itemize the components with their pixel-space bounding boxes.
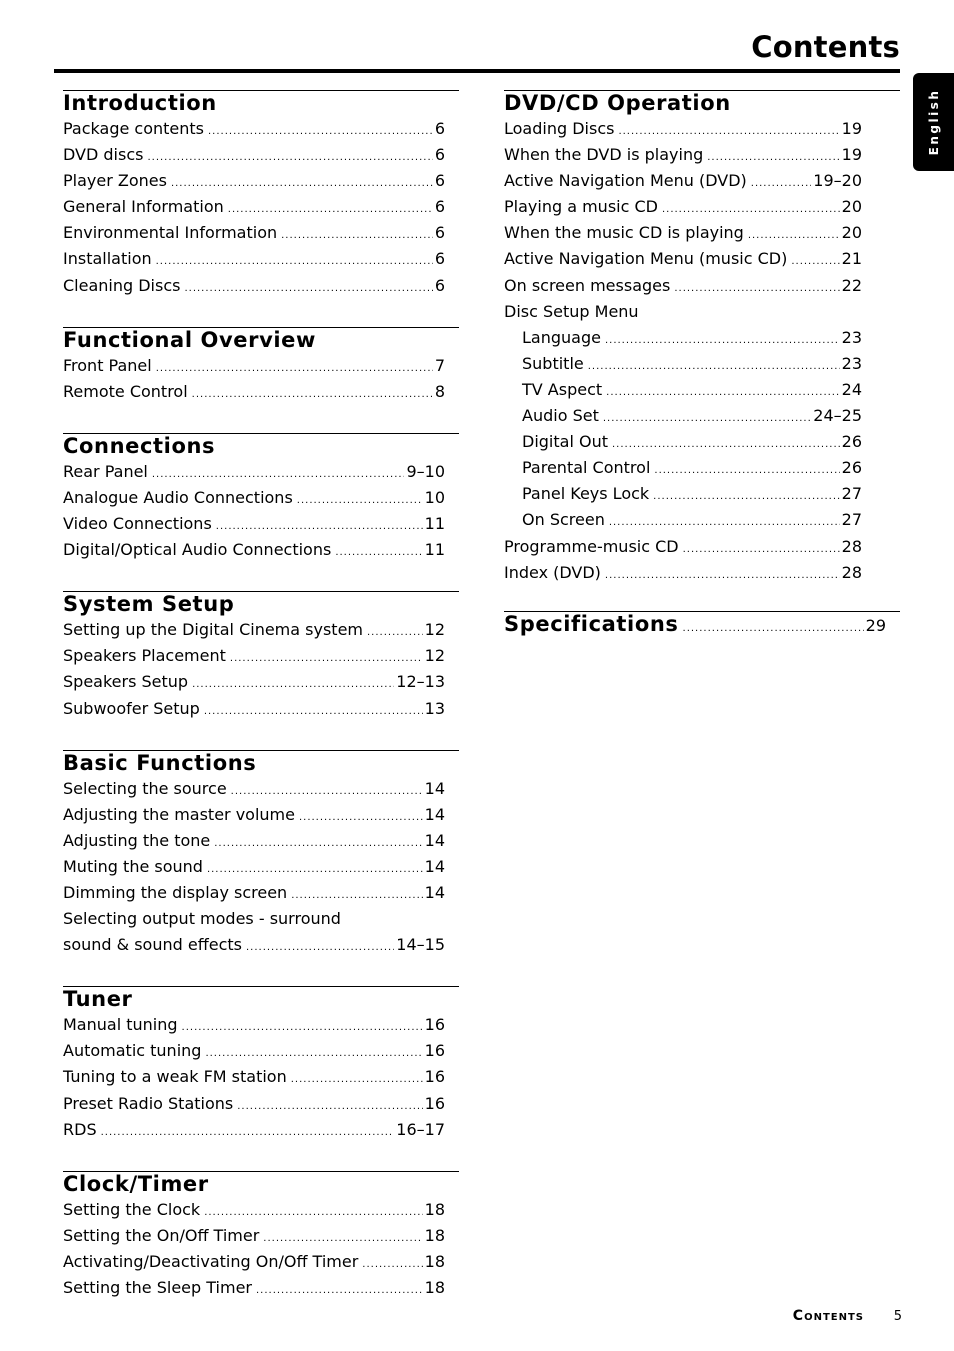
section-spacer (63, 959, 459, 986)
toc-entry-label: Setting the Clock (63, 1199, 201, 1219)
toc-entry-list (504, 117, 862, 587)
toc-entry-label: Automatic tuning (63, 1041, 202, 1061)
language-tab-label: English (926, 88, 941, 156)
section-spacer (63, 1144, 459, 1171)
toc-entry-page: 14 (424, 856, 445, 876)
toc-entry-label: Digital/Optical Audio Connections (63, 540, 332, 560)
toc-entry[interactable] (504, 378, 862, 404)
language-tab (913, 73, 954, 171)
toc-entry[interactable] (63, 195, 445, 221)
toc-entry-page: 24 (841, 379, 862, 399)
toc-entry-page: 16 (424, 1015, 445, 1035)
section-spacer (63, 723, 459, 750)
toc-entry-page: 18 (424, 1251, 445, 1271)
section-spacer (63, 564, 459, 591)
section-heading: Tuner (63, 987, 133, 1012)
toc-entry-page: 27 (841, 510, 862, 530)
section-heading: DVD/CD Operation (504, 91, 731, 115)
toc-dot-leader (246, 936, 394, 959)
toc-dot-leader (281, 224, 433, 247)
toc-dot-leader (204, 700, 423, 723)
toc-entry-page: 6 (434, 145, 445, 165)
toc-entry-page: 20 (841, 223, 862, 243)
toc-dot-leader (791, 250, 839, 273)
toc-entry-page: 24–25 (813, 406, 862, 426)
section-heading: Specifications (504, 611, 679, 636)
footer-section-label: Contents (792, 1308, 864, 1324)
toc-entry[interactable] (63, 618, 445, 644)
toc-entry-page: 14 (424, 830, 445, 850)
toc-entry[interactable] (63, 274, 445, 300)
toc-entry-page: 10 (424, 487, 445, 507)
toc-dot-leader (606, 381, 839, 404)
section-heading: Clock/Timer (63, 1171, 209, 1196)
toc-entry-page: 21 (841, 249, 862, 269)
toc-dot-leader (237, 1095, 422, 1118)
toc-entry[interactable] (63, 1118, 445, 1144)
toc-entry-label: Speakers Placement (63, 646, 226, 666)
toc-dot-leader (156, 357, 433, 380)
toc-entry[interactable] (63, 697, 445, 723)
toc-entry-label: Setting the Sleep Timer (63, 1278, 252, 1297)
toc-entry-page: 12 (424, 620, 445, 640)
toc-entry[interactable] (63, 1013, 445, 1039)
toc-entry-label: TV Aspect (522, 379, 603, 399)
toc-entry-label: Panel Keys Lock (522, 484, 650, 504)
toc-entry-label: Video Connections (63, 514, 212, 534)
toc-entry-label: Preset Radio Stations (63, 1093, 234, 1113)
section-tuner (63, 986, 459, 1143)
section-heading: Introduction (63, 91, 217, 115)
toc-entry-page: 19–20 (813, 171, 862, 191)
toc-entry[interactable] (504, 143, 862, 169)
toc-dot-leader (662, 198, 840, 221)
toc-dot-leader (192, 673, 394, 696)
toc-dot-leader (748, 224, 840, 247)
toc-entry-label: General Information (63, 197, 224, 217)
toc-entry-label: Dimming the display screen (63, 882, 288, 902)
toc-entry-label: Programme-music CD (504, 536, 679, 556)
toc-entry[interactable] (504, 326, 862, 352)
toc-dot-leader (152, 463, 405, 486)
toc-dot-leader (192, 383, 433, 406)
toc-dot-leader (182, 1016, 423, 1039)
specifications-entry (504, 612, 886, 636)
toc-dot-leader (214, 832, 422, 855)
toc-entry-label: Adjusting the master volume (63, 804, 295, 824)
toc-entry-label: Language (522, 327, 601, 347)
toc-entry-label: Remote Control (63, 381, 188, 401)
toc-entry[interactable] (63, 1198, 445, 1224)
toc-entry-page: 13 (424, 698, 445, 718)
toc-entry[interactable] (504, 352, 862, 378)
toc-entry[interactable] (63, 1276, 445, 1302)
toc-entry-label: Subwoofer Setup (63, 698, 200, 718)
toc-entry[interactable] (63, 855, 445, 881)
toc-entry[interactable] (504, 274, 862, 300)
toc-dot-leader (683, 538, 840, 561)
toc-entry-list (63, 354, 445, 406)
section-specifications[interactable] (504, 611, 900, 636)
toc-dot-leader (231, 780, 423, 803)
toc-dot-leader (230, 647, 423, 670)
toc-entry-label: Digital Out (522, 432, 608, 452)
toc-entry[interactable] (504, 300, 862, 326)
toc-entry[interactable] (63, 354, 445, 380)
toc-dot-leader (208, 120, 433, 143)
toc-entry-page: 8 (434, 381, 445, 401)
toc-entry-page: 6 (434, 119, 445, 138)
toc-entry-page: 23 (841, 353, 862, 373)
toc-entry-label: On screen messages (504, 275, 671, 295)
section-heading: Functional Overview (63, 327, 317, 352)
toc-dot-leader (674, 277, 839, 300)
toc-entry-label: Active Navigation Menu (music CD) (504, 249, 788, 269)
toc-entry[interactable] (504, 247, 862, 273)
toc-dot-leader (101, 1121, 395, 1144)
toc-entry-label: sound & sound effects (63, 935, 242, 955)
toc-entry-label: Subtitle (522, 353, 584, 373)
toc-entry-label: Rear Panel (63, 461, 148, 481)
toc-entry[interactable] (63, 1092, 445, 1118)
toc-entry-label: Activating/Deactivating On/Off Timer (63, 1251, 359, 1271)
toc-entry-page: 28 (841, 536, 862, 556)
toc-dot-leader (653, 485, 839, 508)
toc-entry-page: 26 (841, 458, 862, 478)
toc-entry-list (63, 1198, 445, 1302)
toc-entry-page: 20 (841, 197, 862, 217)
page-title: Contents (751, 30, 900, 64)
section-spacer (63, 406, 459, 433)
toc-entry-list (63, 460, 445, 564)
toc-entry[interactable] (63, 460, 445, 486)
section-heading: Basic Functions (63, 750, 257, 775)
toc-entry-label: Active Navigation Menu (DVD) (504, 171, 747, 191)
right-column (504, 90, 900, 636)
toc-entry-label: Speakers Setup (63, 672, 189, 692)
toc-entry-label: When the music CD is playing (504, 223, 744, 243)
toc-entry-label: Loading Discs (504, 119, 615, 138)
toc-entry[interactable] (504, 221, 862, 247)
toc-entry-page: 29 (865, 615, 886, 635)
toc-entry[interactable] (504, 456, 862, 482)
toc-dot-leader (216, 515, 423, 538)
toc-entry-page: 6 (434, 275, 445, 295)
toc-dot-leader (207, 858, 423, 881)
toc-entry[interactable] (504, 169, 862, 195)
section-functional-overview (63, 327, 459, 406)
toc-entry-page: 23 (841, 327, 862, 347)
toc-entry-label: Manual tuning (63, 1015, 178, 1035)
toc-entry[interactable] (63, 907, 445, 933)
toc-entry-label: Tuning to a weak FM station (63, 1067, 287, 1087)
toc-dot-leader (204, 1201, 422, 1224)
section-spacer (63, 300, 459, 327)
toc-entry[interactable] (63, 538, 445, 564)
toc-dot-leader (367, 621, 423, 644)
toc-entry[interactable] (63, 829, 445, 855)
section-heading: System Setup (63, 592, 235, 617)
toc-entry[interactable] (63, 777, 445, 803)
section-heading: Connections (63, 433, 216, 458)
toc-dot-leader (263, 1227, 422, 1250)
section-clock-timer (63, 1171, 459, 1302)
toc-dot-leader (205, 1042, 422, 1065)
toc-entry-page: 16 (424, 1067, 445, 1087)
section-spacer (504, 587, 900, 611)
toc-entry-label: Selecting the source (63, 778, 227, 798)
toc-entry-label: Muting the sound (63, 856, 203, 876)
toc-entry[interactable] (504, 561, 862, 587)
toc-entry-label: Installation (63, 249, 152, 269)
left-column (63, 90, 459, 1302)
toc-entry[interactable] (63, 1250, 445, 1276)
toc-entry-page: 16 (424, 1041, 445, 1061)
toc-dot-leader (679, 623, 864, 634)
toc-dot-leader (147, 146, 432, 169)
section-system-setup (63, 591, 459, 722)
toc-entry-page: 19 (841, 119, 862, 138)
toc-entry[interactable] (63, 670, 445, 696)
toc-dot-leader (297, 489, 423, 512)
toc-dot-leader (228, 198, 433, 221)
toc-entry-label: Analogue Audio Connections (63, 487, 293, 507)
toc-entry-page: 16 (424, 1093, 445, 1113)
toc-entry-label: Selecting output modes - surround (63, 909, 341, 929)
section-basic-functions (63, 750, 459, 960)
section-dvd-cd-operation (504, 90, 900, 587)
toc-entry-page: 6 (434, 223, 445, 243)
toc-dot-leader (156, 250, 433, 273)
toc-entry-label: Parental Control (522, 458, 651, 478)
toc-entry-page: 9–10 (406, 461, 445, 481)
toc-entry-page: 27 (841, 484, 862, 504)
toc-entry-label: Setting the On/Off Timer (63, 1225, 260, 1245)
toc-entry-label: Setting up the Digital Cinema system (63, 620, 363, 640)
toc-entry-label: Index (DVD) (504, 562, 601, 582)
toc-entry-page: 18 (424, 1225, 445, 1245)
toc-dot-leader (291, 884, 422, 907)
toc-entry[interactable] (63, 221, 445, 247)
toc-entry[interactable] (63, 143, 445, 169)
toc-entry-page: 12 (424, 646, 445, 666)
toc-entry-label: When the DVD is playing (504, 145, 704, 165)
toc-entry-label: Package contents (63, 119, 204, 138)
toc-dot-leader (362, 1253, 422, 1276)
toc-entry-label: Playing a music CD (504, 197, 658, 217)
toc-entry[interactable] (63, 117, 445, 143)
toc-entry-page: 28 (841, 562, 862, 582)
toc-entry[interactable] (504, 535, 862, 561)
toc-entry-label: On Screen (522, 510, 605, 530)
toc-entry[interactable] (63, 169, 445, 195)
toc-entry-page: 11 (424, 514, 445, 534)
toc-entry-label: RDS (63, 1119, 97, 1139)
toc-entry[interactable] (504, 482, 862, 508)
toc-entry-list (63, 117, 445, 300)
toc-dot-leader (751, 172, 812, 195)
toc-entry[interactable] (63, 486, 445, 512)
toc-dot-leader (184, 277, 432, 300)
toc-dot-leader (171, 172, 433, 195)
toc-entry[interactable] (63, 803, 445, 829)
footer-page-number: 5 (893, 1309, 902, 1324)
toc-entry-label: Player Zones (63, 171, 167, 191)
toc-entry[interactable] (63, 644, 445, 670)
toc-entry-label: Adjusting the tone (63, 830, 211, 850)
toc-entry-list (63, 777, 445, 960)
toc-entry-page: 6 (434, 197, 445, 217)
toc-entry[interactable] (63, 1224, 445, 1250)
toc-entry-page: 14 (424, 778, 445, 798)
toc-dot-leader (605, 564, 840, 587)
title-rule (54, 69, 900, 73)
toc-entry-label: DVD discs (63, 145, 144, 165)
toc-entry[interactable] (63, 1039, 445, 1065)
toc-entry-page: 19 (841, 145, 862, 165)
toc-entry[interactable] (63, 933, 445, 959)
toc-entry-page: 6 (434, 249, 445, 269)
toc-entry[interactable] (63, 1065, 445, 1091)
toc-dot-leader (654, 459, 839, 482)
toc-dot-leader (609, 511, 840, 534)
toc-entry-page: 6 (434, 171, 445, 191)
toc-entry[interactable] (504, 117, 862, 143)
toc-entry[interactable] (63, 380, 445, 406)
section-introduction (63, 90, 459, 300)
toc-dot-leader (612, 433, 840, 456)
toc-entry-label: Environmental Information (63, 223, 278, 243)
toc-entry[interactable] (63, 247, 445, 273)
toc-entry-page: 12–13 (396, 672, 445, 692)
toc-entry-page: 11 (424, 540, 445, 560)
toc-entry[interactable] (504, 195, 862, 221)
toc-dot-leader (588, 355, 840, 378)
toc-entry-page: 14 (424, 804, 445, 824)
toc-entry-page: 14 (424, 882, 445, 902)
toc-entry-page: 26 (841, 432, 862, 452)
toc-dot-leader (605, 329, 840, 352)
toc-entry-page: 16–17 (396, 1119, 445, 1139)
toc-entry-label: Front Panel (63, 355, 152, 375)
toc-entry-page: 14–15 (396, 935, 445, 955)
toc-entry[interactable] (504, 430, 862, 456)
toc-entry-page: 22 (841, 275, 862, 295)
toc-dot-leader (618, 120, 839, 143)
toc-entry-label: Cleaning Discs (63, 275, 181, 295)
section-connections (63, 433, 459, 564)
toc-entry-list (63, 618, 445, 722)
toc-entry[interactable] (504, 508, 862, 534)
toc-dot-leader (291, 1068, 423, 1091)
toc-entry[interactable] (504, 404, 862, 430)
toc-entry-page: 7 (434, 355, 445, 375)
toc-entry-page: 18 (424, 1278, 445, 1297)
toc-dot-leader (256, 1279, 423, 1302)
toc-entry[interactable] (63, 512, 445, 538)
toc-dot-leader (603, 407, 811, 430)
toc-entry-page: 18 (424, 1199, 445, 1219)
toc-dot-leader (335, 541, 422, 564)
toc-dot-leader (707, 146, 839, 169)
toc-entry[interactable] (63, 881, 445, 907)
toc-entry-label: Disc Setup Menu (504, 301, 639, 321)
toc-dot-leader (299, 806, 423, 829)
toc-entry-label: Audio Set (522, 406, 599, 426)
toc-entry-list (63, 1013, 445, 1143)
